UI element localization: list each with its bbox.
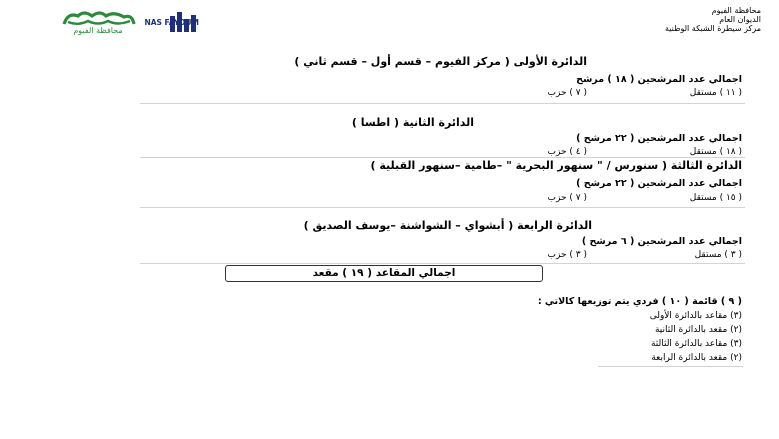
district-4-independent: ( ٣ ) مستقل [694,250,742,260]
district-3-independent: ( ١٥ ) مستقل [689,193,742,203]
separator-line [140,157,745,158]
distribution-item: (٣) مقاعد بالدائرة الثالثة [650,339,742,349]
fayoum-logo-text: محافظة الفيوم [73,26,123,35]
separator-line [140,103,745,104]
header-line-1: محافظة الفيوم [711,6,761,15]
district-3-total: اجمالي عدد المرشحين ( ٢٢ مرشح ) [576,178,742,189]
district-4-party: ( ٣ ) حزب [547,250,587,260]
district-1-party: ( ٧ ) حزب [547,88,587,98]
distribution-summary: ( ٩ ) قائمة ( ١٠ ) فردي يتم توزيعها كالاتي : [537,296,742,307]
seats-total-box: اجمالي المقاعد ( ١٩ ) مقعد [225,265,543,282]
district-3-party: ( ٧ ) حزب [547,193,587,203]
distribution-item: (٣) مقاعد بالدائرة الأولى [649,311,742,321]
governorate-header [665,6,761,33]
district-3-title: الدائرة الثالثة ( سنورس / " سنهور البحرية " –طامية –سنهور القبلية ) [370,159,742,172]
nas-logo [144,10,234,34]
district-1-title: الدائرة الأولى ( مركز الفيوم – قسم أول – قسم ثاني ) [294,55,587,68]
district-1-total: اجمالي عدد المرشحين ( ١٨ ) مرشح [576,74,742,85]
district-4-total: اجمالي عدد المرشحين ( ٦ مرشح ) [581,236,742,247]
header-line-2: الديوان العام [719,15,761,24]
distribution-item: (٢) مقعد بالدائرة الثانية [654,325,742,335]
district-2-title: الدائرة الثانية ( اطسا ) [351,116,474,129]
separator-line [140,207,745,208]
distribution-item: (٢) مقعد بالدائرة الرابعة [651,353,742,363]
separator-line [140,263,745,264]
district-1-independent: ( ١١ ) مستقل [689,88,742,98]
district-2-independent: ( ١٨ ) مستقل [689,147,742,157]
district-2-party: ( ٤ ) حزب [547,147,587,157]
header-line-3: مركز سيطرة الشبكة الوطنية [664,24,761,33]
district-2-total: اجمالي عدد المرشحين ( ٢٢ مرشح ) [576,133,742,144]
nas-logo-text: NAS FAYOUM [144,18,199,27]
district-4-title: الدائرة الرابعة ( أبشواي – الشواشنة –يوسف الصديق ) [303,219,592,232]
separator-line [598,366,743,367]
fayoum-logo [58,8,138,36]
